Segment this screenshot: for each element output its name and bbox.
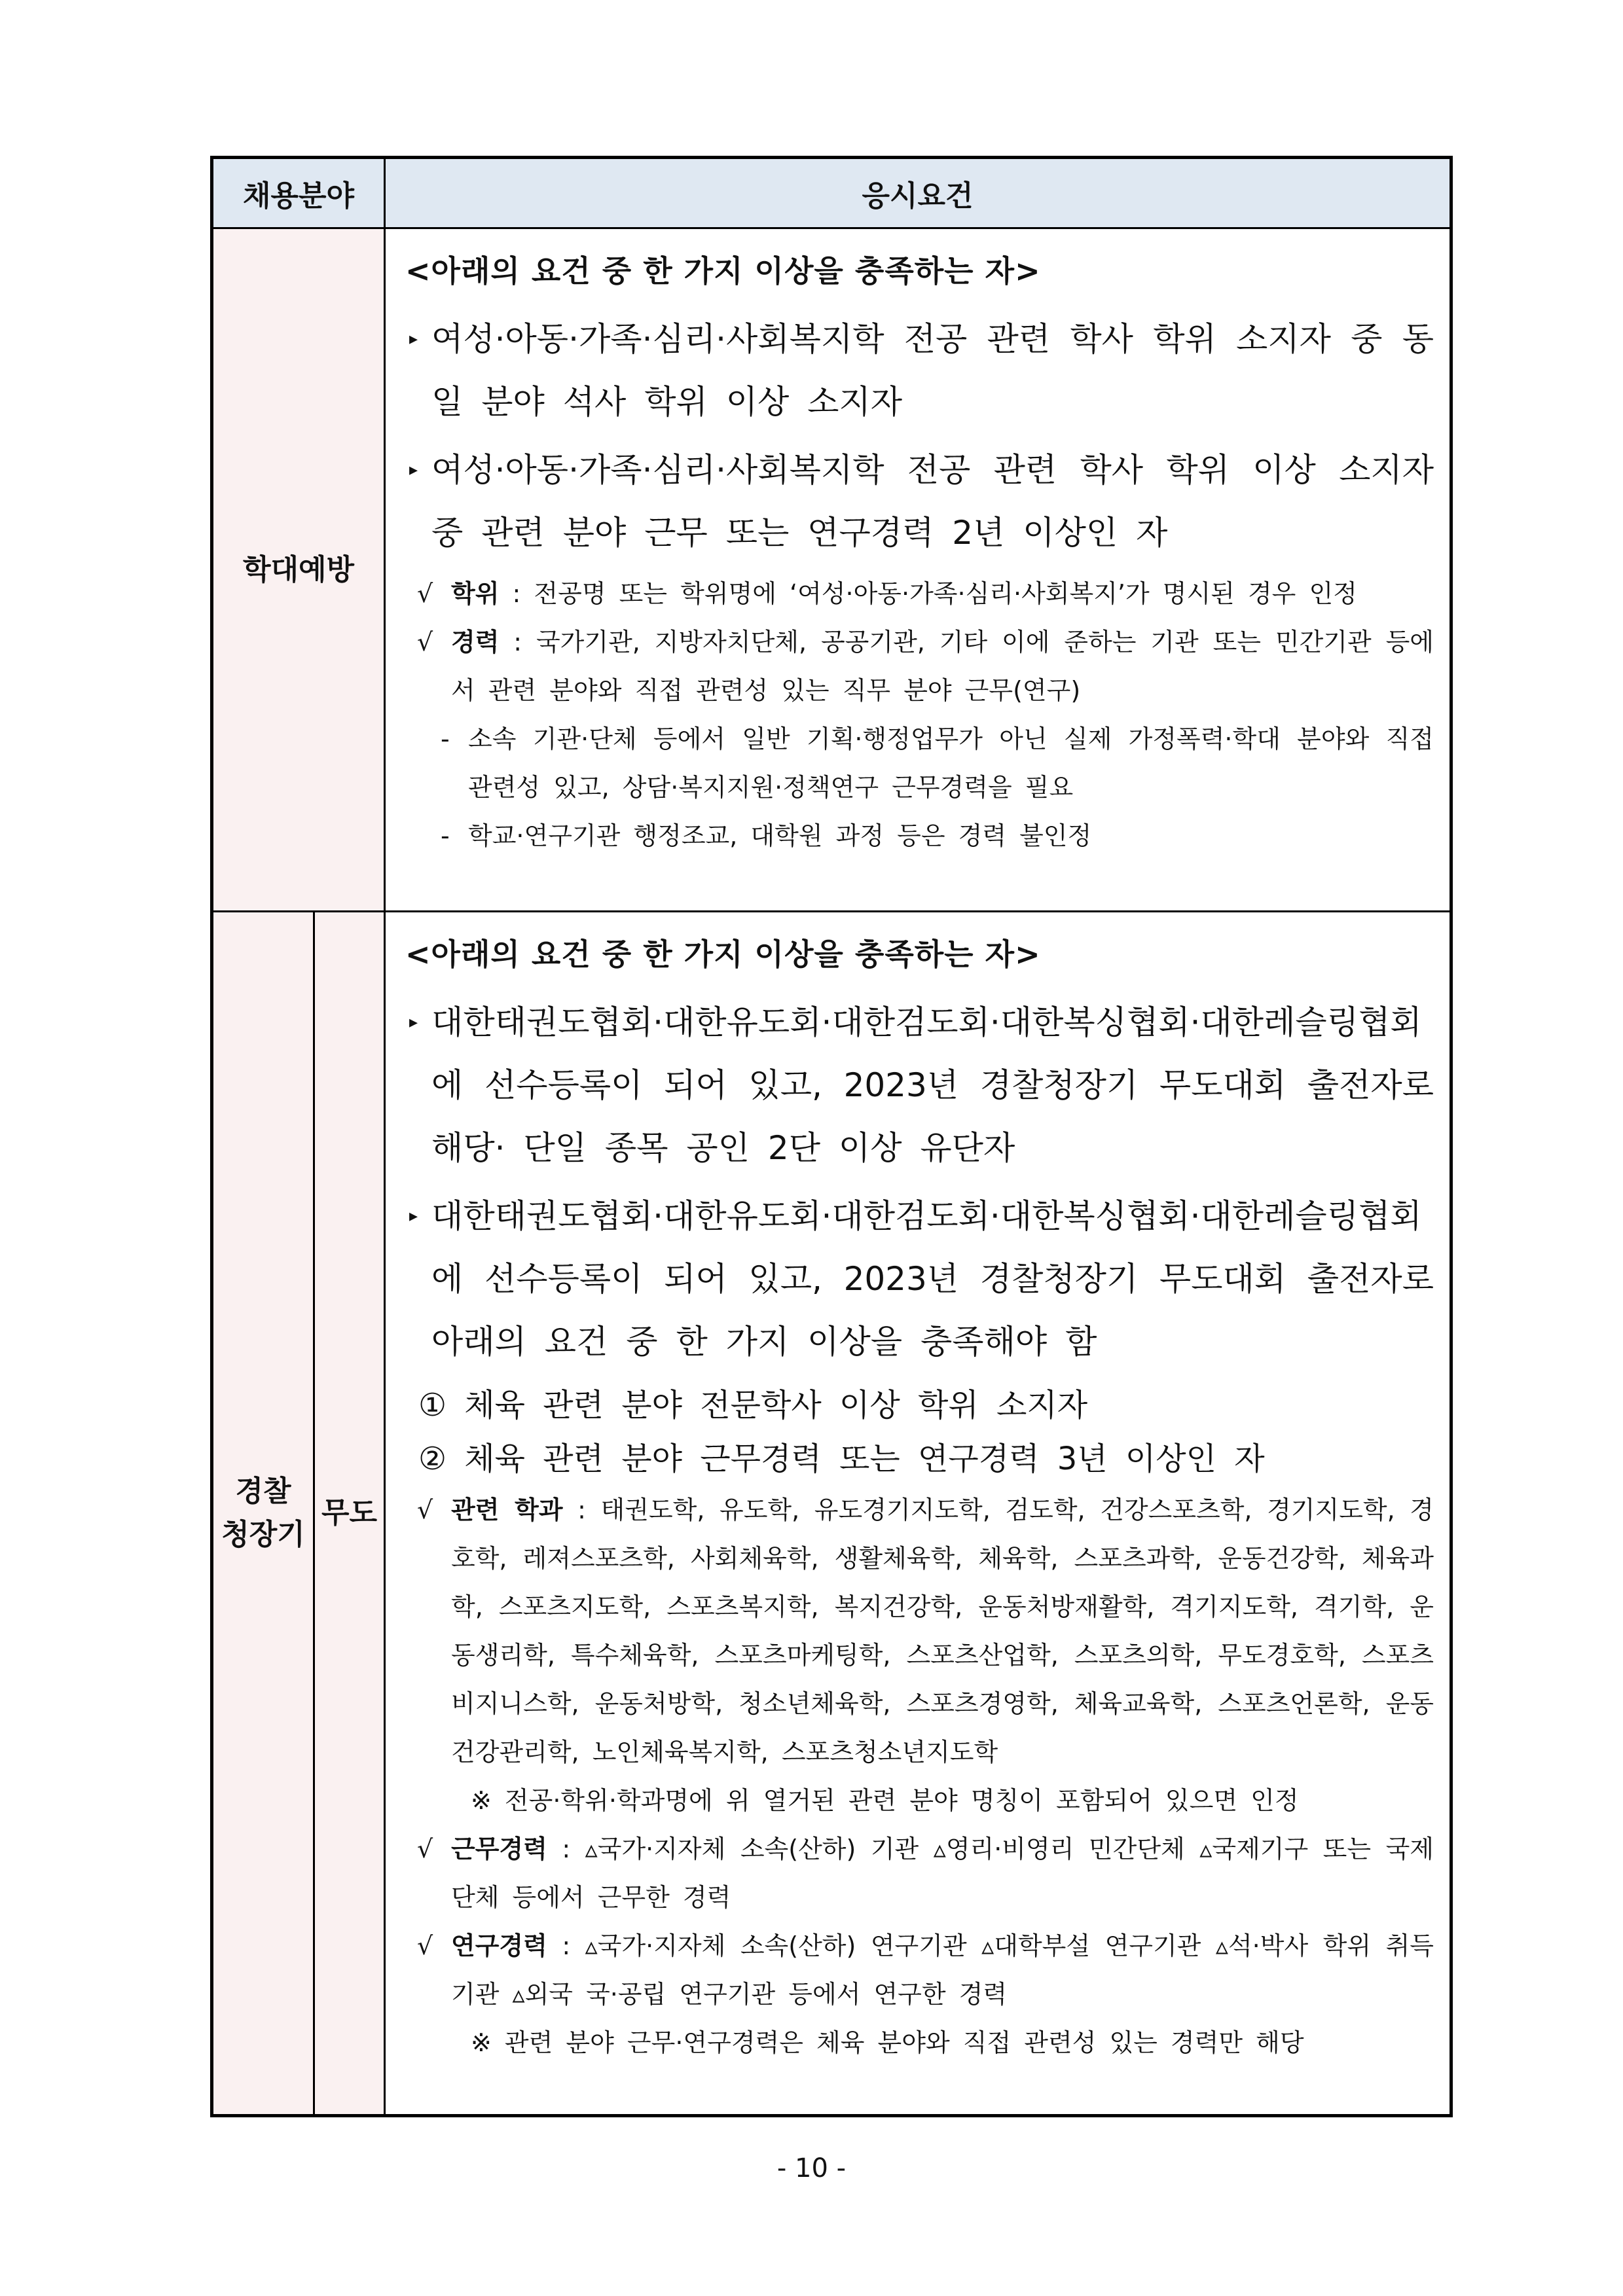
row-martial-arts: [212, 912, 1451, 2116]
numbered-requirement: ② 체육 관련 분야 근무경력 또는 연구경력 3년 이상인 자: [418, 1441, 1265, 1477]
career-detail: - 학교·연구기관 행정조교, 대학원 과정 등은 경력 불인정: [405, 812, 1434, 860]
dash-icon: -: [441, 725, 450, 753]
bullet-icon: ▸: [409, 1206, 418, 1226]
check-icon: √: [417, 579, 433, 608]
requirements-abuse-prevention: [385, 228, 1451, 912]
related-departments: √ 관련 학과 : 태권도학, 유도학, 유도경기지도학, 검도학, 건강스포츠학, 경기지도학, 경호학, 레져스포츠학, 사회체육학, 생활체육학, 체육학, 스포츠과학, 운동건강학, 체육과학, 스포츠지도학, 스포츠복지학, 복지건강학, 운동처방재활학, 격기지도학, 격기학, 운동생리학, 특수체육학, 스포츠마케팅학, 스포츠산업학, 스포츠의학, 무도경호학, 스포츠비지니스학, 운동처방학, 청소년체육학, 스포츠경영학, 체육교육학, 스포츠언론학, 운동건강관리학, 노인체육복지학, 스포츠청소년지도학: [405, 1486, 1434, 1776]
degree-note: √ 학위 : 전공명 또는 학위명에 ‘여성·아동·가족·심리·사회복지’가 명시된 경우 인정: [405, 569, 1434, 618]
check-icon: √: [417, 628, 433, 656]
work-career-note: √ 근무경력 : ▵국가·지자체 소속(산하) 기관 ▵영리·비영리 민간단체 ▵국제기구 또는 국제단체 등에서 근무한 경력: [405, 1825, 1434, 1922]
category-abuse-prevention: 학대예방: [212, 228, 385, 912]
career-note: √ 경력 : 국가기관, 지방자치단체, 공공기관, 기타 이에 준하는 기관 또는 민간기관 등에서 관련 분야와 직접 관련성 있는 직무 분야 근무(연구): [405, 618, 1434, 715]
table-header-row: [212, 158, 1451, 228]
career-detail: - 소속 기관·단체 등에서 일반 기획·행정업무가 아닌 실제 가정폭력·학대 분야와 직접 관련성 있고, 상담·복지지원·정책연구 근무경력을 필요: [405, 715, 1434, 812]
requirement-bullet: ▸ 여성·아동·가족·심리·사회복지학 전공 관련 학사 학위 소지자 중 동일 분야 석사 학위 이상 소지자: [405, 308, 1434, 433]
section-heading: <아래의 요건 중 한 가지 이상을 충족하는 자>: [405, 937, 1041, 972]
category-police-commissioner: 경찰 청장기: [212, 912, 314, 2116]
requirements-martial-arts: [385, 912, 1451, 2116]
numbered-requirement: ① 체육 관련 분야 전문학사 이상 학위 소지자: [418, 1387, 1088, 1424]
bullet-icon: ▸: [409, 329, 418, 349]
bullet-icon: ▸: [409, 1013, 418, 1032]
check-icon: √: [417, 1931, 433, 1960]
row-abuse-prevention: [212, 228, 1451, 912]
requirements-table: [210, 156, 1453, 2117]
check-icon: √: [417, 1835, 433, 1863]
dash-icon: -: [441, 821, 450, 850]
check-icon: √: [417, 1496, 433, 1524]
header-field: 채용분야: [212, 158, 385, 228]
departments-note: ※ 전공·학위·학과명에 위 열거된 관련 분야 명칭이 포함되어 있으면 인정: [471, 1786, 1299, 1815]
section-heading: <아래의 요건 중 한 가지 이상을 충족하는 자>: [405, 253, 1041, 289]
page-number: - 10 -: [776, 2153, 847, 2183]
subcategory-martial-arts: 무도: [314, 912, 385, 2116]
bullet-icon: ▸: [409, 460, 418, 480]
requirement-bullet: ▸ 대한태권도협회·대한유도회·대한검도회·대한복싱협회·대한레슬링협회에 선수등록이 되어 있고, 2023년 경찰청장기 무도대회 출전자로 해당· 단일 종목 공인 2단 이상 유단자: [405, 991, 1434, 1179]
requirement-bullet: ▸ 대한태권도협회·대한유도회·대한검도회·대한복싱협회·대한레슬링협회에 선수등록이 되어 있고, 2023년 경찰청장기 무도대회 출전자로 아래의 요건 중 한 가지 이상을 충족해야 함: [405, 1185, 1434, 1373]
header-requirements: 응시요건: [385, 158, 1451, 228]
career-final-note: ※ 관련 분야 근무·연구경력은 체육 분야와 직접 관련성 있는 경력만 해당: [471, 2028, 1304, 2057]
requirement-bullet: ▸ 여성·아동·가족·심리·사회복지학 전공 관련 학사 학위 이상 소지자 중 관련 분야 근무 또는 연구경력 2년 이상인 자: [405, 439, 1434, 564]
research-career-note: √ 연구경력 : ▵국가·지자체 소속(산하) 연구기관 ▵대학부설 연구기관 ▵석·박사 학위 취득 기관 ▵외국 국·공립 연구기관 등에서 연구한 경력: [405, 1922, 1434, 2018]
